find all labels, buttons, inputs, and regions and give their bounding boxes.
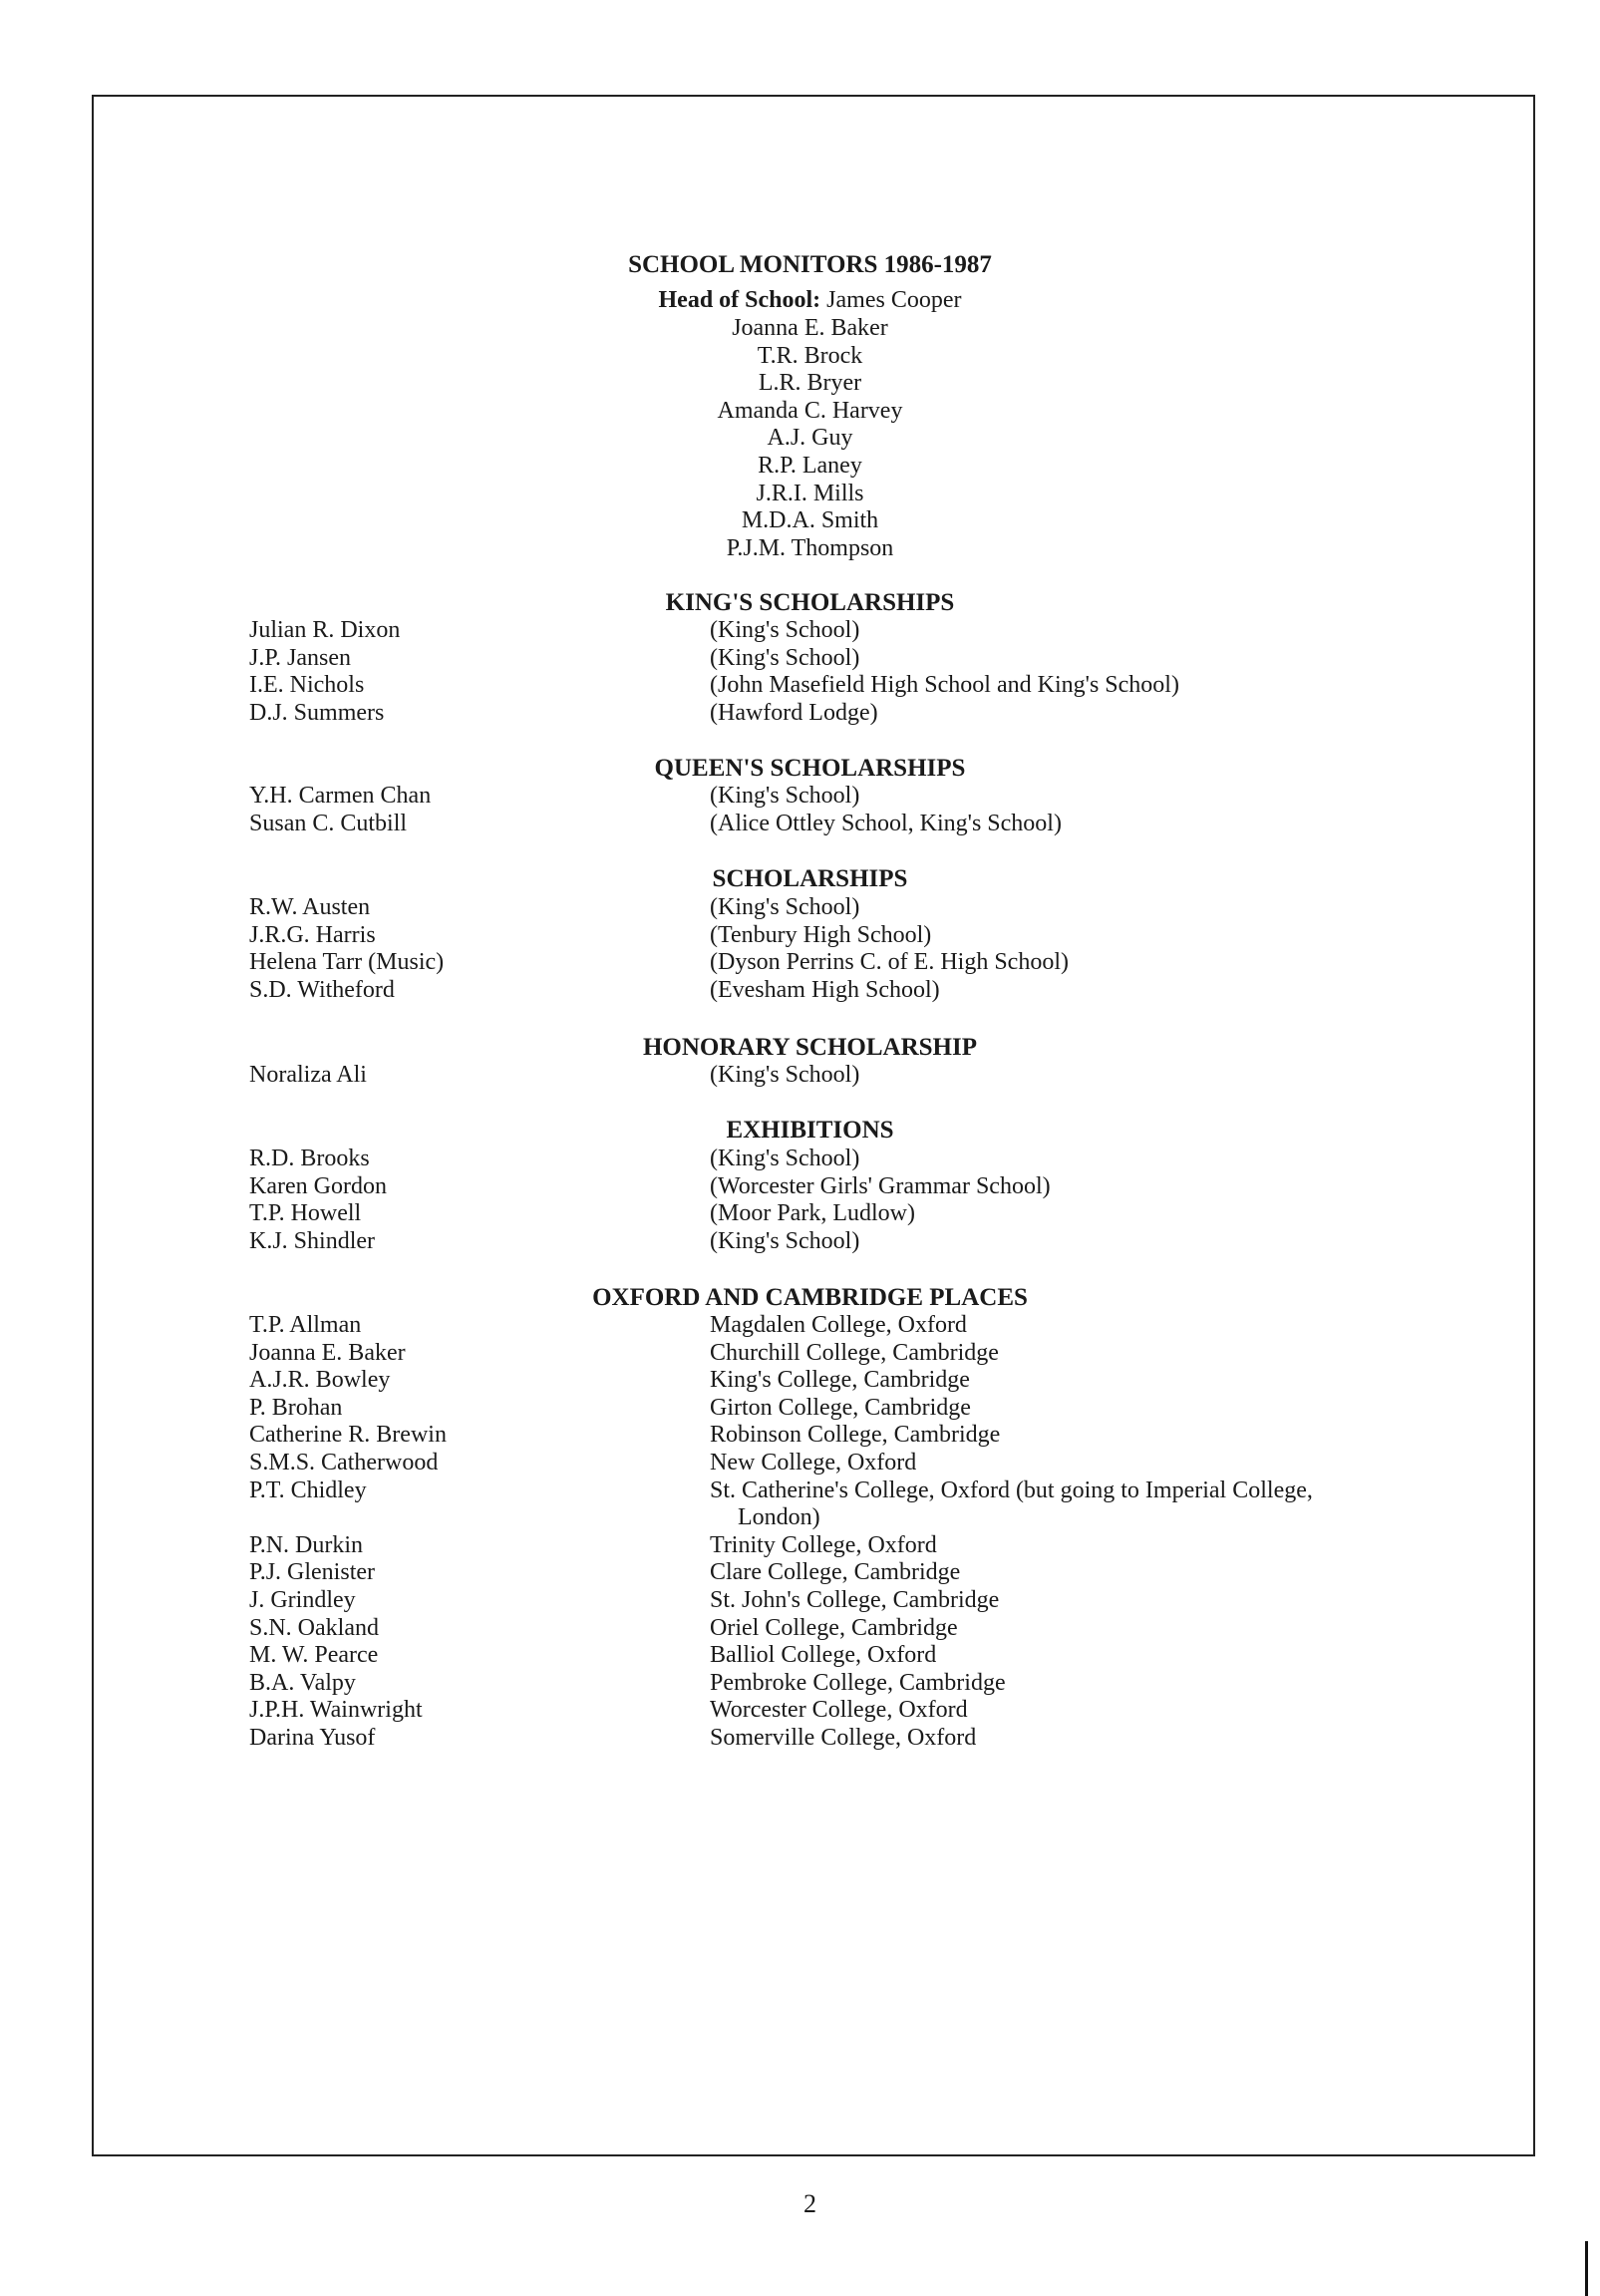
queens-scholarships-title: QUEEN'S SCHOLARSHIPS bbox=[654, 755, 966, 782]
recipient-name: M. W. Pearce bbox=[249, 1642, 379, 1669]
list-item bbox=[0, 949, 1600, 977]
monitor-name: A.J. Guy bbox=[767, 425, 853, 452]
list-item bbox=[0, 617, 1600, 645]
recipient-name: Susan C. Cutbill bbox=[249, 810, 408, 836]
recipient-college: St. John's College, Cambridge bbox=[710, 1586, 1000, 1613]
list-item bbox=[0, 1422, 1600, 1450]
recipient-college: Worcester College, Oxford bbox=[710, 1697, 968, 1724]
list-item bbox=[0, 1200, 1600, 1228]
recipient-name: T.P. Allman bbox=[249, 1312, 362, 1338]
list-item bbox=[0, 1532, 1600, 1560]
monitor-name: Joanna E. Baker bbox=[732, 315, 888, 341]
recipient-name: I.E. Nichols bbox=[249, 672, 365, 699]
recipient-college: Balliol College, Oxford bbox=[710, 1642, 937, 1669]
recipient-college: New College, Oxford bbox=[710, 1449, 917, 1476]
recipient-name: D.J. Summers bbox=[249, 699, 385, 726]
recipient-name: R.W. Austen bbox=[249, 894, 371, 920]
head-of-school-label: Head of School: bbox=[658, 287, 821, 313]
recipient-name: Helena Tarr (Music) bbox=[249, 949, 445, 976]
recipient-college: Girton College, Cambridge bbox=[710, 1394, 971, 1421]
monitor-name: L.R. Bryer bbox=[758, 370, 862, 397]
recipient-name: Darina Yusof bbox=[249, 1724, 376, 1751]
exhibitions-list bbox=[0, 1146, 1600, 1255]
recipient-college: Oriel College, Cambridge bbox=[710, 1614, 958, 1641]
monitor-name: Amanda C. Harvey bbox=[717, 397, 903, 424]
recipient-name: Catherine R. Brewin bbox=[249, 1422, 447, 1449]
recipient-name: Noraliza Ali bbox=[249, 1062, 367, 1088]
list-item bbox=[0, 1367, 1600, 1395]
recipient-name: K.J. Shindler bbox=[249, 1227, 375, 1254]
recipient-name: Joanna E. Baker bbox=[249, 1339, 406, 1366]
monitor-name: R.P. Laney bbox=[758, 452, 862, 479]
list-item bbox=[0, 977, 1600, 1005]
list-item bbox=[0, 700, 1600, 728]
list-item bbox=[0, 1587, 1600, 1615]
honorary-scholarship-title: HONORARY SCHOLARSHIP bbox=[642, 1034, 978, 1061]
oxbridge-places-list bbox=[0, 1312, 1600, 1753]
exhibitions-title: EXHIBITIONS bbox=[726, 1117, 894, 1144]
recipient-name: P. Brohan bbox=[249, 1394, 343, 1421]
recipient-name: S.N. Oakland bbox=[249, 1614, 379, 1641]
list-item bbox=[0, 1642, 1600, 1670]
scholarships-list bbox=[0, 894, 1600, 1004]
list-item bbox=[0, 1450, 1600, 1477]
recipient-school: (Alice Ottley School, King's School) bbox=[710, 810, 1062, 836]
list-item bbox=[0, 922, 1600, 950]
recipient-name: P.T. Chidley bbox=[249, 1476, 367, 1503]
monitor-name: T.R. Brock bbox=[757, 342, 863, 369]
recipient-school: (King's School) bbox=[710, 1227, 860, 1254]
kings-scholarships-title: KING'S SCHOLARSHIPS bbox=[665, 589, 955, 616]
list-item bbox=[0, 1228, 1600, 1256]
recipient-name: J. Grindley bbox=[249, 1586, 356, 1613]
recipient-school: (Worcester Girls' Grammar School) bbox=[710, 1172, 1051, 1199]
list-item bbox=[0, 1615, 1600, 1643]
recipient-name: J.R.G. Harris bbox=[249, 921, 376, 948]
list-item bbox=[0, 1062, 1600, 1090]
list-item bbox=[0, 1173, 1600, 1201]
oxbridge-places-title: OXFORD AND CAMBRIDGE PLACES bbox=[592, 1284, 1028, 1311]
scholarships-title: SCHOLARSHIPS bbox=[712, 865, 908, 892]
recipient-school: (Evesham High School) bbox=[710, 976, 940, 1003]
recipient-college: Trinity College, Oxford bbox=[710, 1531, 937, 1558]
monitor-name: M.D.A. Smith bbox=[741, 507, 879, 534]
recipient-name: R.D. Brooks bbox=[249, 1146, 370, 1171]
recipient-name: S.D. Witheford bbox=[249, 976, 395, 1003]
recipient-school: (Tenbury High School) bbox=[710, 921, 932, 948]
recipient-name: Y.H. Carmen Chan bbox=[249, 783, 432, 809]
monitor-name: J.R.I. Mills bbox=[756, 480, 864, 506]
list-item bbox=[0, 894, 1600, 922]
recipient-name: J.P.H. Wainwright bbox=[249, 1697, 423, 1724]
list-item bbox=[0, 811, 1600, 838]
list-item bbox=[0, 1146, 1600, 1173]
kings-scholarships-list bbox=[0, 617, 1600, 727]
list-item bbox=[0, 1559, 1600, 1587]
recipient-name: J.P. Jansen bbox=[249, 644, 352, 671]
list-item bbox=[0, 1477, 1600, 1532]
scan-edge-mark bbox=[1585, 2241, 1588, 2296]
recipient-college: Somerville College, Oxford bbox=[710, 1724, 977, 1751]
recipient-name: P.J. Glenister bbox=[249, 1559, 375, 1586]
recipient-college: King's College, Cambridge bbox=[710, 1367, 970, 1394]
list-item bbox=[0, 645, 1600, 673]
list-item bbox=[0, 1395, 1600, 1423]
recipient-school: (King's School) bbox=[710, 1146, 860, 1171]
recipient-school: (John Masefield High School and King's School) bbox=[710, 672, 1179, 699]
recipient-college: Clare College, Cambridge bbox=[710, 1559, 961, 1586]
recipient-school: (King's School) bbox=[710, 617, 860, 643]
recipient-school: (Dyson Perrins C. of E. High School) bbox=[710, 949, 1069, 976]
recipient-name: A.J.R. Bowley bbox=[249, 1367, 391, 1394]
list-item bbox=[0, 1340, 1600, 1368]
list-item bbox=[0, 1312, 1600, 1340]
list-item bbox=[0, 672, 1600, 700]
recipient-college: Robinson College, Cambridge bbox=[710, 1422, 1001, 1449]
recipient-college: Magdalen College, Oxford bbox=[710, 1312, 967, 1338]
recipient-school: (King's School) bbox=[710, 894, 860, 920]
recipient-college: Churchill College, Cambridge bbox=[710, 1339, 999, 1366]
honorary-scholarship-list bbox=[0, 1062, 1600, 1090]
recipient-college: Pembroke College, Cambridge bbox=[710, 1669, 1006, 1696]
monitor-name: P.J.M. Thompson bbox=[726, 534, 894, 561]
page-number: 2 bbox=[803, 2189, 816, 2218]
recipient-name: Julian R. Dixon bbox=[249, 617, 401, 643]
recipient-name: B.A. Valpy bbox=[249, 1669, 356, 1696]
recipient-college: St. Catherine's College, Oxford (but going to Imperial College, bbox=[710, 1476, 1313, 1503]
list-item bbox=[0, 1697, 1600, 1725]
head-of-school-name: James Cooper bbox=[826, 287, 962, 313]
recipient-school: (King's School) bbox=[710, 1062, 860, 1088]
recipient-name: S.M.S. Catherwood bbox=[249, 1449, 439, 1476]
list-item bbox=[0, 1725, 1600, 1753]
queens-scholarships-list bbox=[0, 783, 1600, 837]
recipient-school: (King's School) bbox=[710, 644, 860, 671]
list-item bbox=[0, 783, 1600, 811]
recipient-name: Karen Gordon bbox=[249, 1172, 387, 1199]
head-of-school-line bbox=[0, 287, 1600, 315]
recipient-name: T.P. Howell bbox=[249, 1200, 362, 1227]
recipient-name: P.N. Durkin bbox=[249, 1531, 364, 1558]
recipient-college-continued: London) bbox=[738, 1504, 820, 1531]
monitors-title: SCHOOL MONITORS 1986-1987 bbox=[628, 251, 992, 278]
recipient-school: (King's School) bbox=[710, 783, 860, 809]
recipient-school: (Hawford Lodge) bbox=[710, 699, 878, 726]
list-item bbox=[0, 1670, 1600, 1698]
recipient-school: (Moor Park, Ludlow) bbox=[710, 1200, 915, 1227]
monitors-list bbox=[0, 315, 1600, 562]
